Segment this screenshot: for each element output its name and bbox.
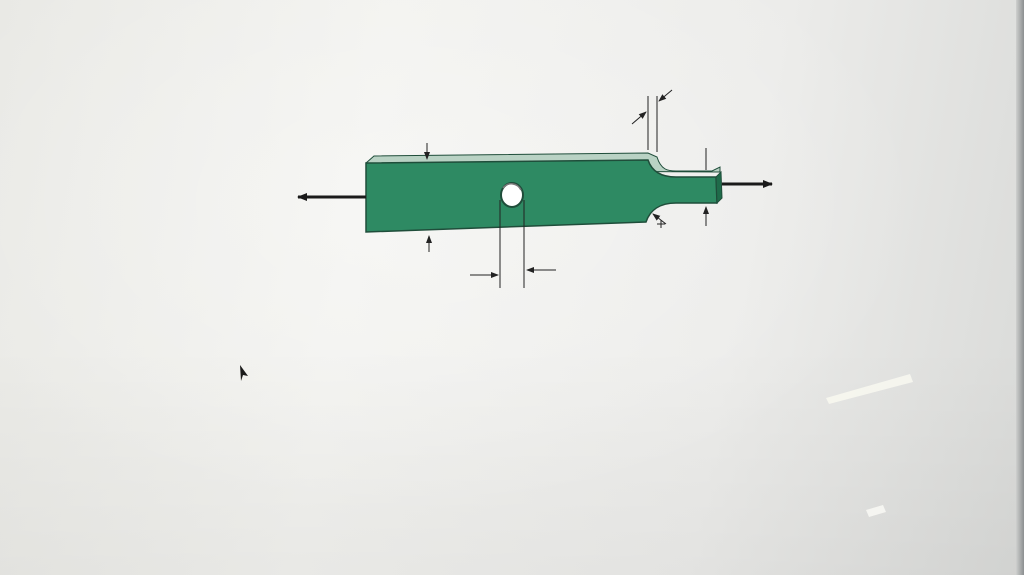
glare-reflection (826, 374, 913, 404)
mouse-pointer-icon (240, 365, 248, 381)
glare-reflection-small (866, 505, 886, 517)
plate-end-face (716, 172, 722, 203)
